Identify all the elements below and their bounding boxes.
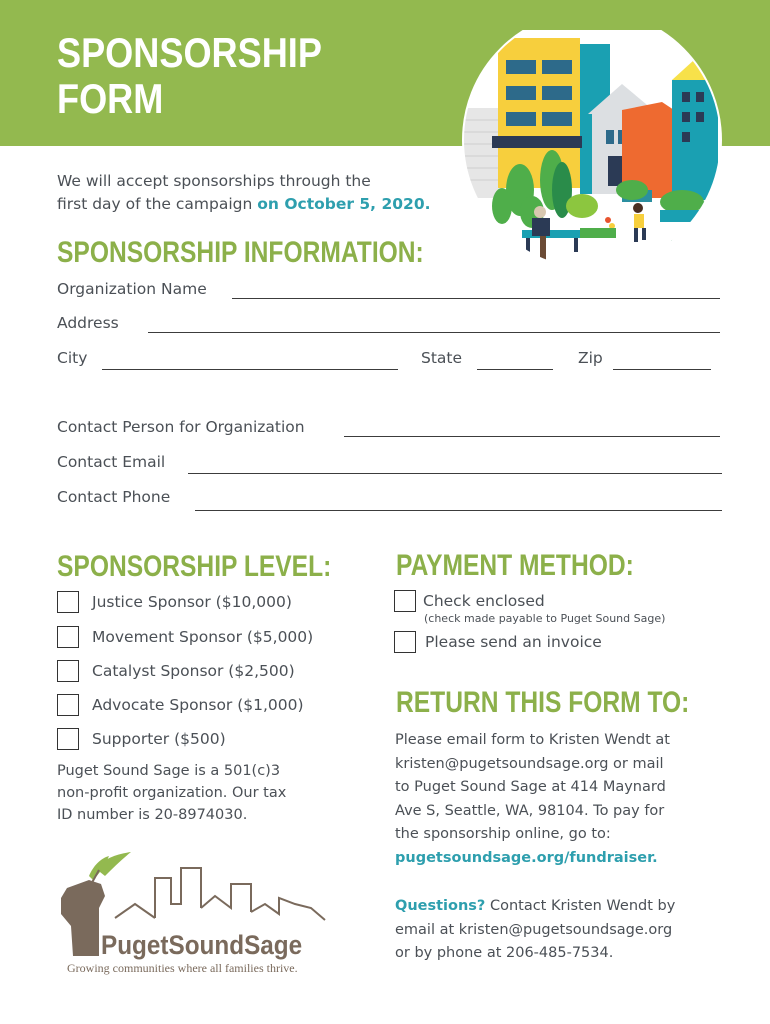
checkbox[interactable] (57, 660, 79, 682)
checkbox[interactable] (57, 728, 79, 750)
level-option-supporter[interactable]: Supporter ($500) (57, 728, 226, 750)
logo-tagline: Growing communities where all families thrive. (67, 961, 298, 975)
checkbox[interactable] (394, 590, 416, 612)
organization-name-label: Organization Name (57, 280, 207, 298)
checkbox[interactable] (394, 631, 416, 653)
checkbox[interactable] (57, 694, 79, 716)
zip-field[interactable] (613, 369, 711, 370)
city-illustration (462, 30, 722, 290)
contact-email-field[interactable] (188, 473, 722, 474)
intro-text: We will accept sponsorships through the first day of the campaign on October 5, 2020. (57, 172, 431, 213)
sponsorship-level-heading: SPONSORSHIP LEVEL: (57, 550, 332, 583)
sponsorship-info-heading: SPONSORSHIP INFORMATION: (57, 236, 424, 269)
puget-sound-sage-logo (55, 848, 340, 978)
level-option-advocate[interactable]: Advocate Sponsor ($1,000) (57, 694, 304, 716)
payment-method-heading: PAYMENT METHOD: (396, 549, 634, 582)
return-form-heading: RETURN THIS FORM TO: (396, 686, 690, 719)
contact-person-field[interactable] (344, 436, 720, 437)
zip-label: Zip (578, 349, 603, 367)
return-instructions: Please email form to Kristen Wendt at kristen@pugetsoundsage.org or mail to Puget Sound Sage at 414 Maynard Ave S, Seattle, WA, 98104. To pay for the sponsorship online, go to: pugetsoundsage.org/fundraiser. (395, 729, 670, 870)
questions-contact: Questions? Contact Kristen Wendt by email at kristen@pugetsoundsage.org or by phone at 206-485-7534. (395, 898, 676, 961)
level-option-justice[interactable]: Justice Sponsor ($10,000) (57, 591, 292, 613)
contact-email-label: Contact Email (57, 453, 166, 471)
checkbox[interactable] (57, 626, 79, 648)
address-field[interactable] (148, 332, 720, 333)
checkbox[interactable] (57, 591, 79, 613)
page-title: SPONSORSHIP FORM (57, 29, 322, 122)
address-label: Address (57, 314, 119, 332)
logo-wordmark: PugetSoundSage (101, 930, 303, 960)
campaign-date: on October 5, 2020 (257, 195, 425, 213)
fundraiser-link[interactable]: pugetsoundsage.org/fundraiser. (395, 849, 658, 866)
organization-name-field[interactable] (232, 298, 720, 299)
level-option-movement[interactable]: Movement Sponsor ($5,000) (57, 626, 313, 648)
city-field[interactable] (102, 369, 398, 370)
nonprofit-note: Puget Sound Sage is a 501(c)3 non-profit organization. Our tax ID number is 20-8974030. (57, 763, 287, 823)
contact-phone-label: Contact Phone (57, 488, 171, 506)
payment-option-invoice[interactable]: Please send an invoice (394, 631, 602, 653)
state-label: State (421, 349, 463, 367)
city-label: City (57, 349, 88, 367)
state-field[interactable] (477, 369, 553, 370)
level-option-catalyst[interactable]: Catalyst Sponsor ($2,500) (57, 660, 295, 682)
contact-phone-field[interactable] (195, 510, 722, 511)
payment-option-check[interactable]: Check enclosed (394, 590, 545, 612)
check-payable-note: (check made payable to Puget Sound Sage) (424, 612, 666, 625)
contact-person-label: Contact Person for Organization (57, 418, 305, 436)
